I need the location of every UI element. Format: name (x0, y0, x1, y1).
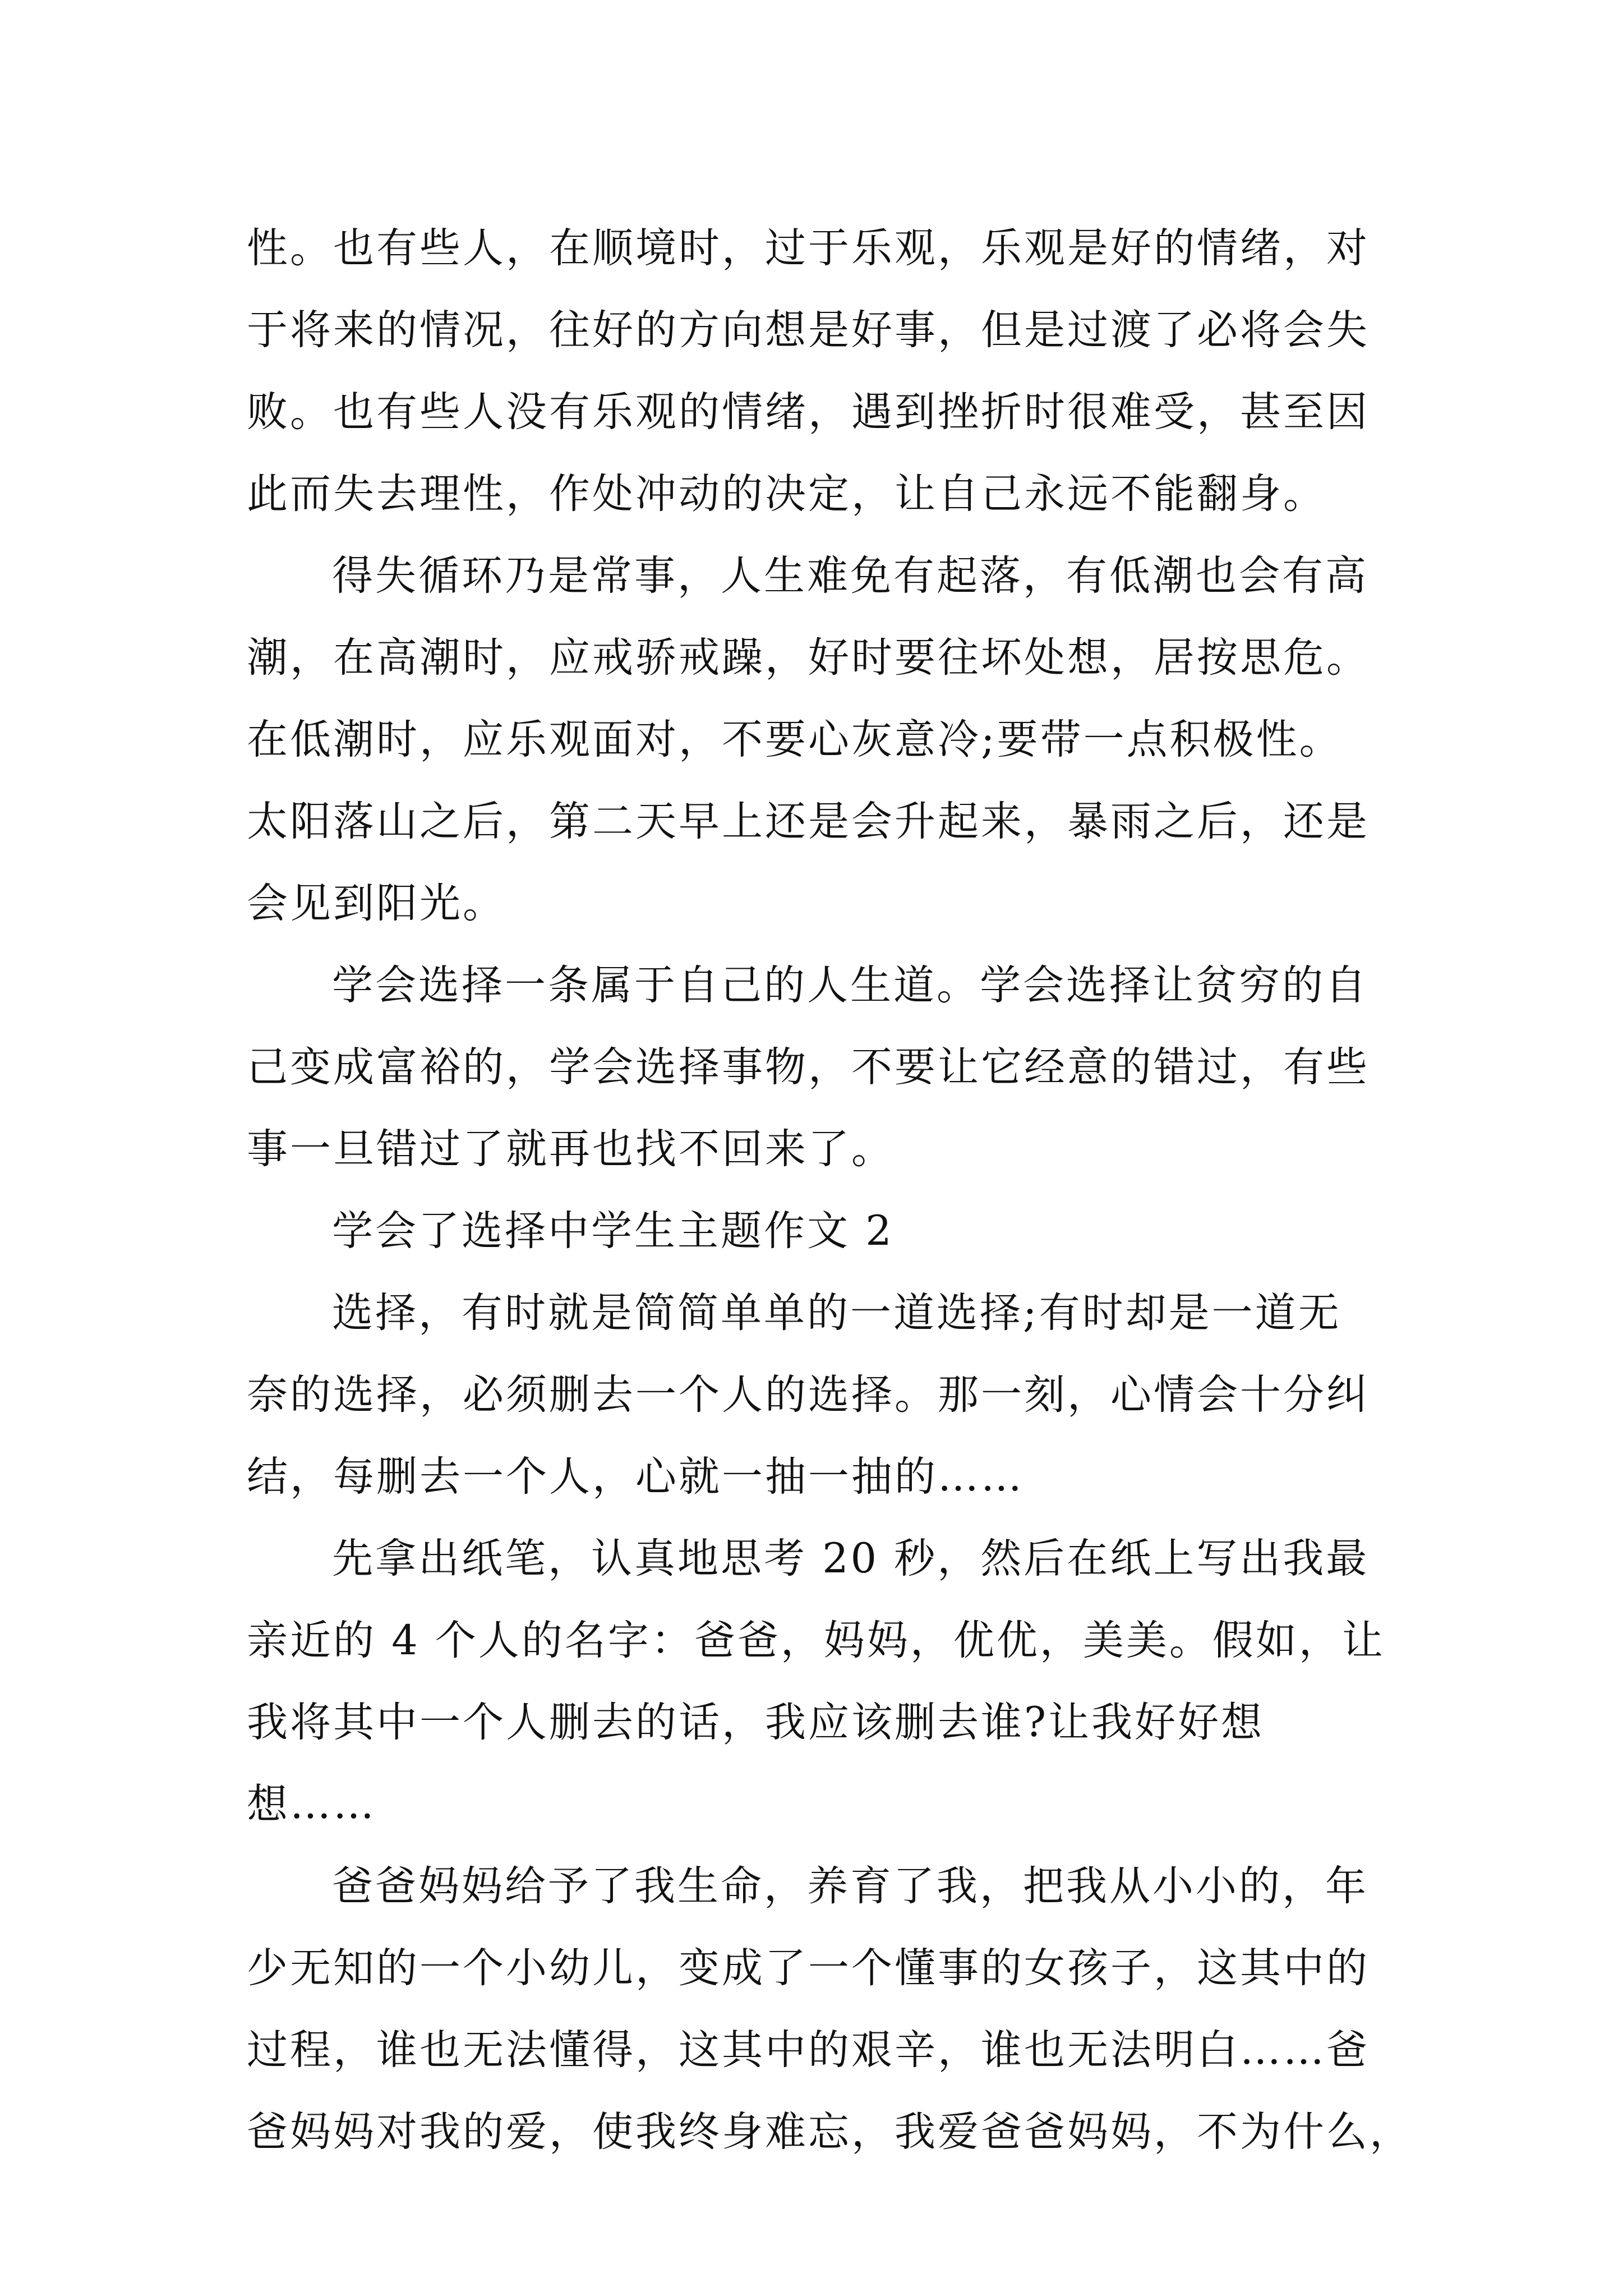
text-line: 败。也有些人没有乐观的情绪，遇到挫折时很难受，甚至因 (247, 388, 1370, 436)
document-body (247, 208, 1413, 2173)
text-line: 亲近的 4 个人的名字：爸爸，妈妈，优优，美美。假如，让 (247, 1617, 1385, 1664)
text-line: 结，每删去一个人，心就一抽一抽的…… (247, 1453, 1024, 1501)
text-line: 己变成富裕的，学会选择事物，不要让它经意的错过，有些 (247, 1043, 1370, 1091)
paragraph-first-line: 选择，有时就是简简单单的一道选择;有时却是一道无 (332, 1289, 1341, 1337)
paragraph-first-line: 得失循环乃是常事，人生难免有起落，有低潮也会有高 (332, 552, 1368, 600)
text-line: 少无知的一个小幼儿，变成了一个懂事的女孩子，这其中的 (247, 1944, 1370, 1992)
text-line: 潮，在高潮时，应戒骄戒躁，好时要往坏处想，居按思危。 (247, 634, 1370, 682)
text-line: 此而失去理性，作处冲动的决定，让自己永远不能翻身。 (247, 470, 1326, 518)
text-line: 过程，谁也无法懂得，这其中的艰辛，谁也无法明白……爸 (247, 2026, 1370, 2074)
text-line: 爸妈妈对我的爱，使我终身难忘，我爱爸爸妈妈，不为什么， (247, 2108, 1413, 2156)
text-line: 事一旦错过了就再也找不回来了。 (247, 1125, 895, 1173)
text-line: 性。也有些人，在顺境时，过于乐观，乐观是好的情绪，对 (247, 224, 1370, 272)
paragraph-first-line: 爸爸妈妈给予了我生命，养育了我，把我从小小的，年 (332, 1862, 1368, 1910)
text-line: 于将来的情况，往好的方向想是好事，但是过渡了必将会失 (247, 306, 1370, 354)
text-line: 奈的选择，必须删去一个人的选择。那一刻，心情会十分纠 (247, 1371, 1370, 1419)
paragraph-first-line: 先拿出纸笔，认真地思考 20 秒，然后在纸上写出我最 (332, 1535, 1370, 1582)
text-line: 我将其中一个人删去的话，我应该删去谁?让我好好想 (247, 1699, 1265, 1746)
text-line: 会见到阳光。 (247, 880, 506, 927)
text-line: 在低潮时，应乐观面对，不要心灰意冷;要带一点积极性。 (247, 716, 1343, 763)
paragraph-first-line: 学会选择一条属于自己的人生道。学会选择让贫穷的自 (332, 961, 1368, 1009)
section-heading: 学会了选择中学生主题作文 2 (332, 1207, 894, 1255)
text-line: 想…… (247, 1780, 376, 1828)
text-line: 太阳落山之后，第二天早上还是会升起来，暴雨之后，还是 (247, 798, 1370, 845)
